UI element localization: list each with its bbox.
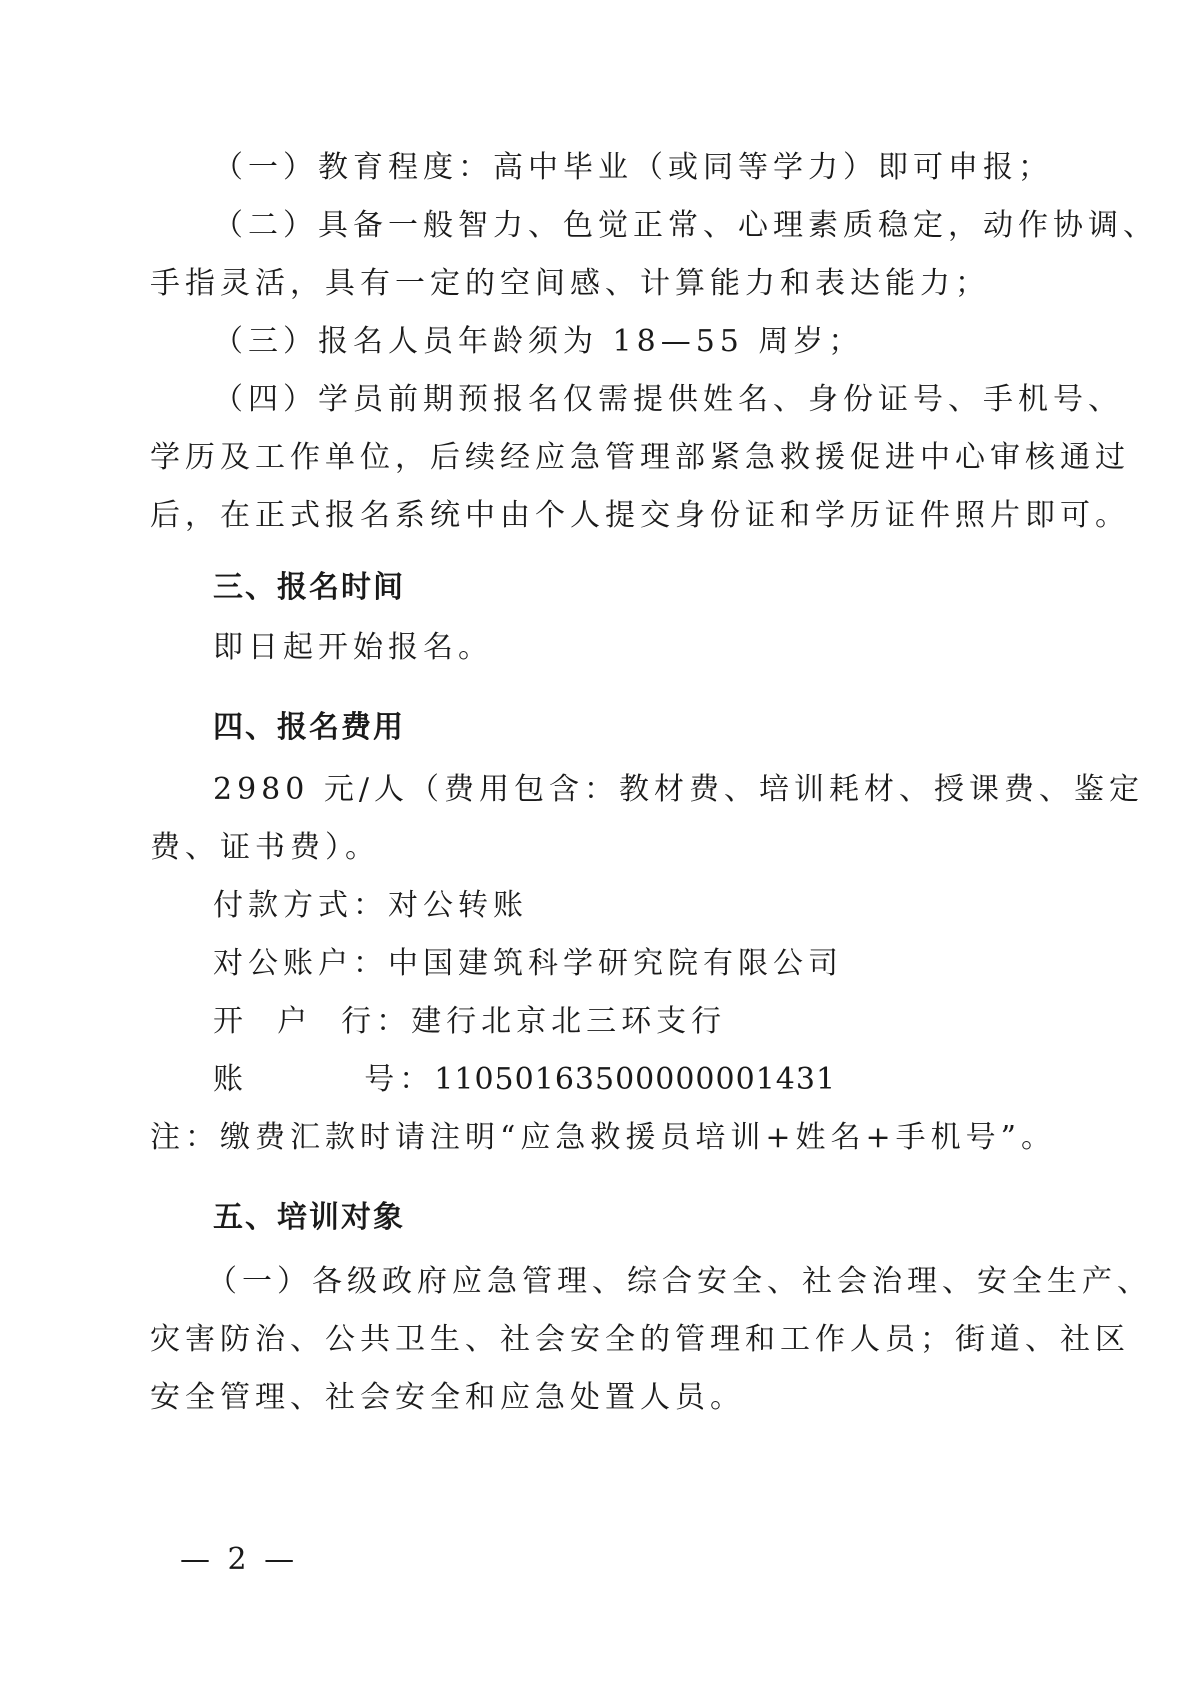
registration-time-text: 即日起开始报名。 <box>213 630 493 665</box>
preregistration-line3: 后，在正式报名系统中由个人提交身份证和学历证件照片即可。 <box>150 498 1130 533</box>
page-number: — 2 — <box>180 1542 299 1577</box>
ability-requirement-line2: 手指灵活，具有一定的空间感、计算能力和表达能力； <box>150 266 990 301</box>
age-requirement: （三）报名人员年龄须为 18—55 周岁； <box>213 324 864 359</box>
account-number-value: 11050163500000001431 <box>434 1062 837 1097</box>
preregistration-line1: （四）学员前期预报名仅需提供姓名、身份证号、手机号、 <box>213 382 1123 417</box>
training-target-line2: 灾害防治、公共卫生、社会安全的管理和工作人员；街道、社区 <box>150 1322 1130 1357</box>
bank-label: 开 户 行： <box>213 1004 412 1039</box>
training-target-line3: 安全管理、社会安全和应急处置人员。 <box>150 1380 745 1415</box>
preregistration-line2: 学历及工作单位，后续经应急管理部紧急救援促进中心审核通过 <box>150 440 1130 475</box>
section3-heading: 三、报名时间 <box>213 570 405 605</box>
training-target-line1: （一）各级政府应急管理、综合安全、社会治理、安全生产、 <box>207 1264 1152 1299</box>
account-number-row <box>213 1060 1113 1100</box>
ability-requirement-line1: （二）具备一般智力、色觉正常、心理素质稳定，动作协调、 <box>213 208 1158 243</box>
section4-heading: 四、报名费用 <box>213 710 405 745</box>
fee-line2: 费、证书费）。 <box>150 830 380 865</box>
fee-line1: 2980 元/人（费用包含：教材费、培训耗材、授课费、鉴定 <box>213 772 1144 807</box>
section5-heading: 五、培训对象 <box>213 1200 405 1235</box>
account-name: 对公账户：中国建筑科学研究院有限公司 <box>213 946 843 981</box>
education-requirement: （一）教育程度：高中毕业（或同等学力）即可申报； <box>213 150 1053 185</box>
bank-row <box>213 1002 1113 1042</box>
bank-value: 建行北京北三环支行 <box>411 1004 727 1039</box>
payment-note: 注：缴费汇款时请注明“应急救援员培训+姓名+手机号”。 <box>150 1120 1056 1155</box>
payment-method: 付款方式：对公转账 <box>213 888 528 923</box>
account-number-label: 账 号： <box>213 1062 435 1097</box>
